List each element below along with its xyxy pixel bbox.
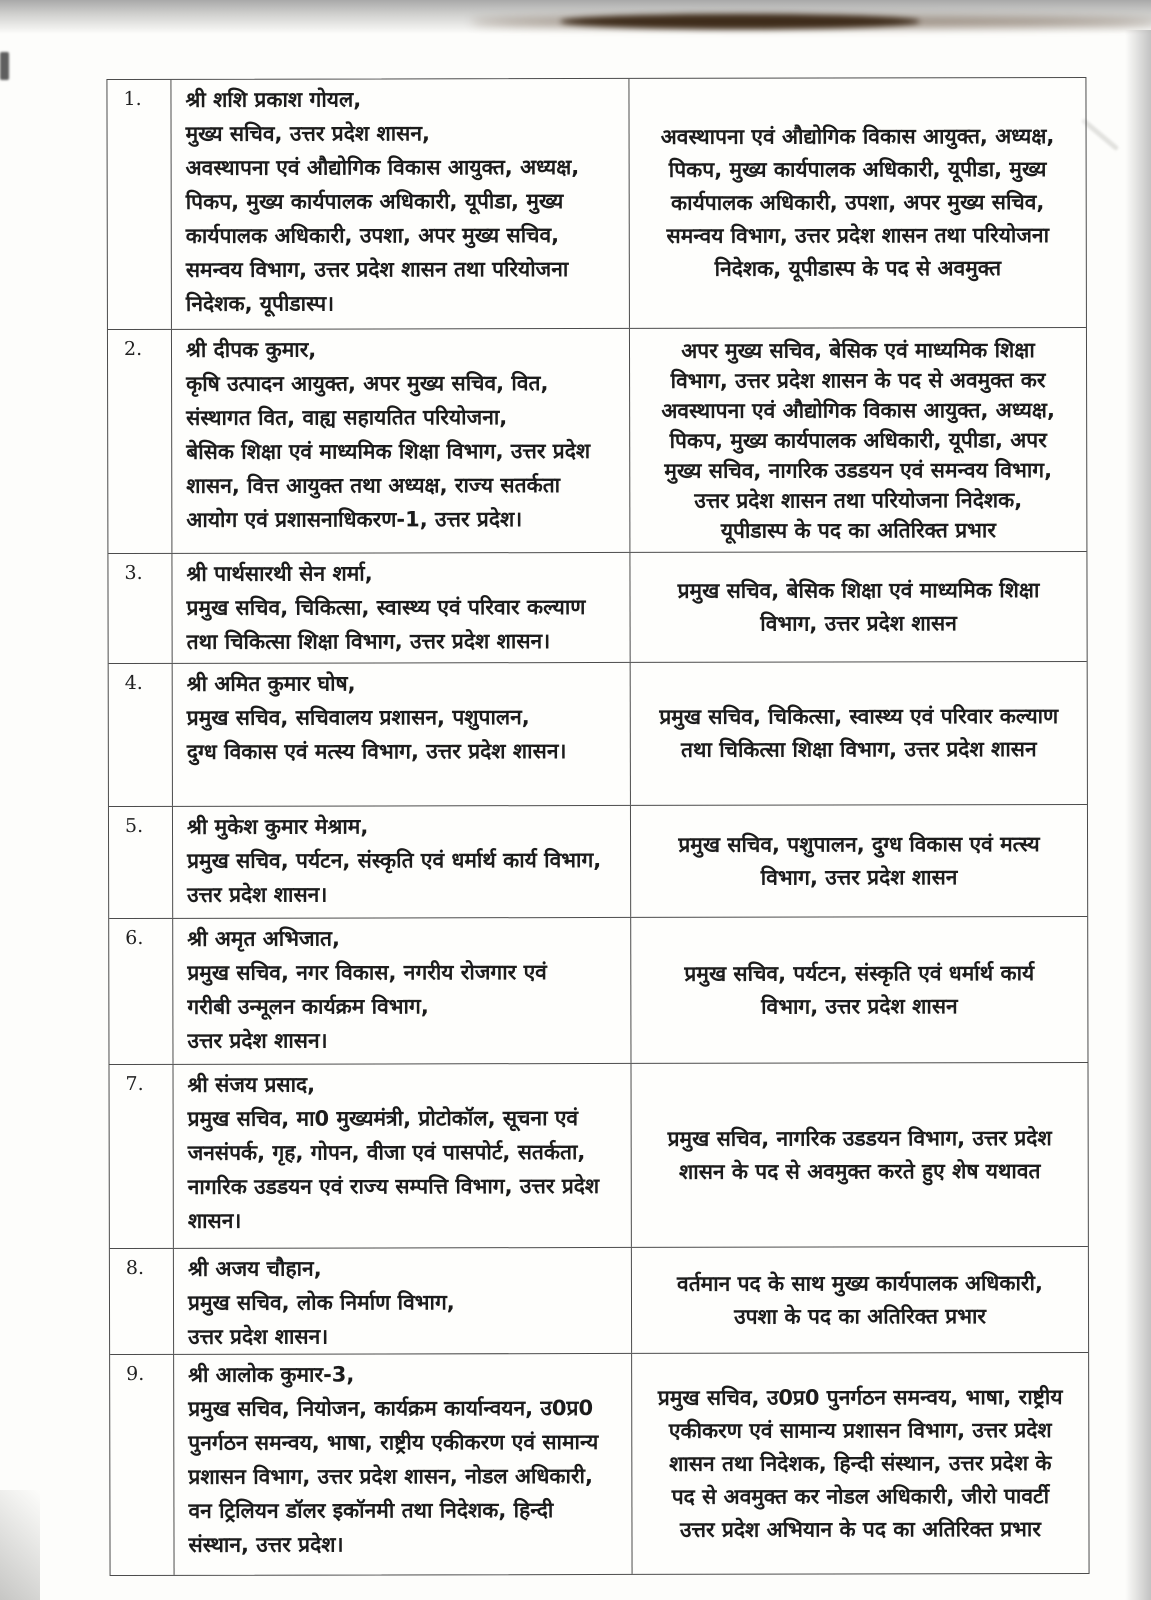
new-assignment-text: प्रमुख सचिव, बेसिक शिक्षा एवं माध्यमिक शिक्षा विभाग, उत्तर प्रदेश शासन (677, 577, 1040, 636)
table-row (107, 78, 1086, 330)
new-assignment-text: वर्तमान पद के साथ मुख्य कार्यपालक अधिकारी, उपशा के पद का अतिरिक्त प्रभार (676, 1270, 1043, 1329)
table-row (109, 662, 1087, 807)
serial-number: 3. (108, 554, 172, 663)
officer-current-post: श्री दीपक कुमार, कृषि उत्पादन आयुक्त, अपर मुख्य सचिव, वित, संस्थागत वित, वाह्य सहायतित परियोजना, बेसिक शिक्षा एवं माध्यमिक शिक्षा विभाग, उत्तर प्रदेश शासन, वित्त आयुक्त तथा अध्यक्ष, राज्य सतर्कता आयोग एवं प्रशासनाधिकरण-1, उत्तर प्रदेश। (172, 329, 630, 553)
new-assignment-text: प्रमुख सचिव, चिकित्सा, स्वास्थ्य एवं परिवार कल्याण तथा चिकित्सा शिक्षा विभाग, उत्तर प्रदेश शासन (659, 704, 1059, 762)
scan-right-edge-shadow (1125, 30, 1151, 1600)
new-assignment-text: प्रमुख सचिव, नागरिक उडडयन विभाग, उत्तर प्रदेश शासन के पद से अवमुक्त करते हुए शेष यथावत (667, 1125, 1052, 1184)
table-row (109, 805, 1087, 919)
officer-current-post: श्री पार्थसारथी सेन शर्मा, प्रमुख सचिव, चिकित्सा, स्वास्थ्य एवं परिवार कल्याण तथा चिकित्सा शिक्षा विभाग, उत्तर प्रदेश शासन। (172, 553, 630, 663)
officer-current-post: श्री अमित कुमार घोष, प्रमुख सचिव, सचिवालय प्रशासन, पशुपालन, दुग्ध विकास एवं मत्स्य विभाग, उत्तर प्रदेश शासन। (173, 663, 631, 806)
table-row (110, 1247, 1088, 1355)
scan-bottom-left-shadow (0, 1490, 40, 1600)
serial-number: 4. (109, 664, 173, 806)
serial-number: 8. (110, 1249, 174, 1354)
new-assignment (632, 1247, 1088, 1353)
new-assignment-text: प्रमुख सचिव, पशुपालन, दुग्ध विकास एवं मत्स्य विभाग, उत्तर प्रदेश शासन (678, 831, 1040, 890)
new-assignment-text: प्रमुख सचिव, उ0प्र0 पुनर्गठन समन्वय, भाषा, राष्ट्रीय एकीकरण एवं सामान्य प्रशासन विभाग, उत्तर प्रदेश शासन तथा निदेशक, हिन्दी संस्थान, उत्तर प्रदेश के पद से अवमुक्त कर नोडल अधिकारी, जीरो पावर्टी उत्तर प्रदेश अभियान के पद का अतिरिक्त प्रभार (657, 1384, 1063, 1542)
table-row (109, 917, 1087, 1065)
table-row (109, 1063, 1087, 1249)
new-assignment-text: अवस्थापना एवं औद्योगिक विकास आयुक्त, अध्यक्ष, पिकप, मुख्य कार्यपालक अधिकारी, यूपीडा, मुख्य कार्यपालक अधिकारी, उपशा, अपर मुख्य सचिव, समन्वय विभाग, उत्तर प्रदेश शासन तथा परियोजना निदेशक, यूपीडास्प के पद से अवमुक्त (660, 124, 1055, 281)
new-assignment (630, 328, 1086, 552)
transfer-order-table (106, 77, 1089, 1576)
serial-number: 6. (109, 919, 173, 1064)
serial-number: 2. (108, 330, 172, 553)
new-assignment (630, 552, 1086, 662)
new-assignment (631, 917, 1087, 1063)
officer-current-post: श्री शशि प्रकाश गोयल, मुख्य सचिव, उत्तर प्रदेश शासन, अवस्थापना एवं औद्योगिक विकास आयुक्त, अध्यक्ष, पिकप, मुख्य कार्यपालक अधिकारी, यूपीडा, मुख्य कार्यपालक अधिकारी, उपशा, अपर मुख्य सचिव, समन्वय विभाग, उत्तर प्रदेश शासन तथा परियोजना निदेशक, यूपीडास्प। (171, 79, 630, 329)
scan-left-edge-mark (0, 52, 9, 80)
new-assignment (631, 1063, 1087, 1247)
new-assignment (632, 1353, 1088, 1574)
table-row (110, 1353, 1088, 1575)
officer-current-post: श्री अजय चौहान, प्रमुख सचिव, लोक निर्माण विभाग, उत्तर प्रदेश शासन। (174, 1248, 632, 1354)
officer-current-post: श्री अमृत अभिजात, प्रमुख सचिव, नगर विकास, नगरीय रोजगार एवं गरीबी उन्मूलन कार्यक्रम विभाग, उत्तर प्रदेश शासन। (173, 918, 631, 1064)
officer-current-post: श्री मुकेश कुमार मेश्राम, प्रमुख सचिव, पर्यटन, संस्कृति एवं धर्मार्थ कार्य विभाग, उत्तर प्रदेश शासन। (173, 806, 631, 918)
officer-current-post: श्री आलोक कुमार-3, प्रमुख सचिव, नियोजन, कार्यक्रम कार्यान्वयन, उ0प्र0 पुनर्गठन समन्वय, भाषा, राष्ट्रीय एकीकरण एवं सामान्य प्रशासन विभाग, उत्तर प्रदेश शासन, नोडल अधिकारी, वन ट्रिलियन डॉलर इकॉनमी तथा निदेशक, हिन्दी संस्थान, उत्तर प्रदेश। (174, 1354, 632, 1575)
new-assignment-text: अपर मुख्य सचिव, बेसिक एवं माध्यमिक शिक्षा विभाग, उत्तर प्रदेश शासन के पद से अवमुक्त कर अवस्थापना एवं औद्योगिक विकास आयुक्त, अध्यक्ष, पिकप, मुख्य कार्यपालक अधिकारी, यूपीडा, अपर मुख्य सचिव, नागरिक उडडयन एवं समन्वय विभाग, उत्तर प्रदेश शासन तथा परियोजना निदेशक, यूपीडास्प के पद का अतिरिक्त प्रभार (661, 337, 1055, 543)
new-assignment-text: प्रमुख सचिव, पर्यटन, संस्कृति एवं धर्मार्थ कार्य विभाग, उत्तर प्रदेश शासन (684, 960, 1035, 1019)
table-row (108, 552, 1086, 664)
new-assignment (631, 805, 1087, 917)
serial-number: 5. (109, 807, 173, 918)
serial-number: 1. (107, 80, 172, 329)
serial-number: 9. (110, 1355, 174, 1575)
new-assignment (631, 662, 1087, 805)
serial-number: 7. (109, 1065, 173, 1248)
officer-current-post: श्री संजय प्रसाद, प्रमुख सचिव, मा0 मुख्यमंत्री, प्रोटोकॉल, सूचना एवं जनसंपर्क, गृह, गोपन, वीजा एवं पासपोर्ट, सतर्कता, नागरिक उडडयन एवं राज्य सम्पत्ति विभाग, उत्तर प्रदेश शासन। (173, 1064, 631, 1248)
table-row (108, 328, 1086, 554)
scan-ink-smudge (560, 14, 920, 29)
new-assignment (629, 78, 1086, 328)
